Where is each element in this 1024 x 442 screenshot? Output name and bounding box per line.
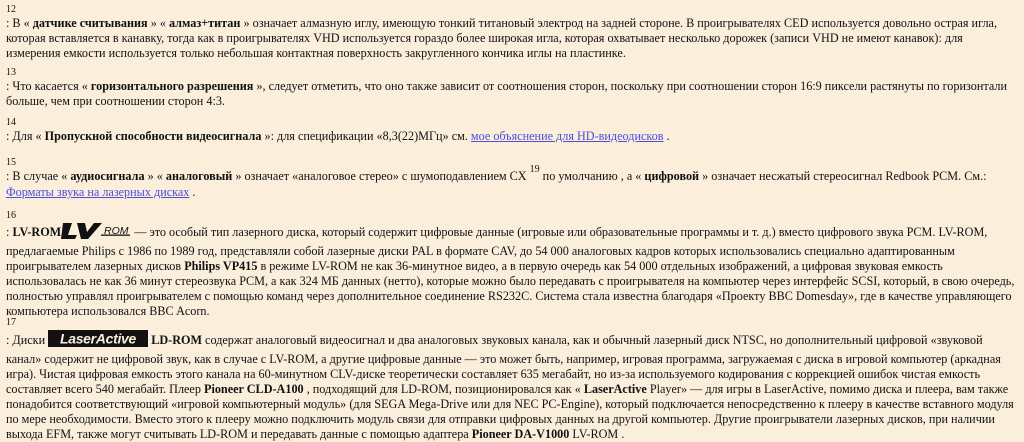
text-run: — это особый тип лазерного диска, который содержит цифровые данные (игровые или образовательные программы и т. д.) вместо цифрового звука PCM. LV-ROM, предлагаемые Philips с 1986 по 1989 год, представляли собой лазерные диски PAL в формате CAV, до 54 000 аналоговых кадров которых использовались специально адаптированным проигрывателем лазерных дисков — [6, 225, 988, 273]
footnote-text — [6, 79, 1018, 109]
lv-rom-logo — [61, 222, 131, 244]
footnote-17 — [6, 317, 1018, 442]
bold-term: Pioneer CLD-A100 — [204, 382, 304, 396]
text-run: : В случае « — [6, 169, 71, 183]
bold-term: LD-ROM — [151, 333, 202, 347]
svg-text:LaserActive: LaserActive — [60, 330, 137, 347]
text-run: . — [189, 185, 196, 199]
bold-term: датчике считывания — [32, 16, 148, 30]
footnote-text — [6, 222, 1018, 319]
footnote-15 — [6, 157, 1018, 200]
footnote-text — [6, 164, 1018, 200]
footnote-number: 14 — [6, 117, 16, 128]
text-run: : Для « — [6, 129, 45, 143]
footnote-text — [6, 129, 1018, 144]
text-run: » означает несжатый стереосигнал Redbook PCM. См.: — [699, 169, 987, 183]
footnote-number: 17 — [6, 317, 16, 328]
footnote-16 — [6, 210, 1018, 319]
text-run: », следует отметить, что оно также зависит от соотношения сторон, поскольку при соотношении сторон 16:9 пиксели растянуты по горизонтали больше, чем при соотношении сторон 4:3. — [6, 79, 1007, 108]
text-run: : Диски — [6, 333, 49, 347]
text-run: содержат аналоговый видеосигнал и два аналоговых звуковых канала, как и обычный лазерный диск NTSC, но дополнительный цифровой «звуковой канал» содержит не цифровой звук, как в случае с LV-ROM, а другие цифровые данные — это может быть, например, игровая программа, загружаемая с диска в игровой компьютер (аркадная игра). Чистая цифровая емкость этого канала на 60-минутном CLV-диске теоретически составляет 635 мегабайт, но из-за используемого кодирования с коррекцией ошибок чистая емкость составляет всего 540 мегабайт. Плеер — [6, 333, 1001, 396]
text-run: » « — [147, 16, 169, 30]
text-run: » « — [144, 169, 166, 183]
superscript-footnote-ref: 19 — [529, 164, 540, 175]
bold-term: LV-ROM — [12, 225, 62, 239]
bold-term: Philips VP415 — [184, 259, 258, 273]
text-run: »: для спецификации «8,3(22)МГц» см. — [261, 129, 471, 143]
reference-link[interactable]: мое объяснение для HD-видеодисков — [470, 129, 664, 143]
footnote-12 — [6, 4, 1018, 61]
reference-link[interactable]: Форматы звука на лазерных дисках — [6, 185, 190, 199]
footnote-text — [6, 16, 1018, 61]
laseractive-logo — [48, 329, 148, 352]
footnote-text — [6, 329, 1018, 442]
bold-term: Pioneer DA-V1000 — [471, 427, 570, 441]
bold-term: Пропускной способности видеосигнала — [44, 129, 262, 143]
text-run: » означает алмазную иглу, имеющую тонкий титановый электрод на задней стороне. В проигрывателях CED используется довольно острая игла, которая вставляется в канавку, тогда как в проигрывателях VHD используется гораздо более широкая игла, которая охватывает несколько дорожек (записи VHD не имеют канавок): для измерения емкости используется только небольшая контактная поверхность закругленного кончика иглы на пластинке. — [6, 16, 997, 60]
footnote-number: 15 — [6, 157, 16, 168]
bold-term: цифровой — [644, 169, 700, 183]
svg-text:ROM: ROM — [104, 225, 129, 237]
bold-term: аудиосигнала — [70, 169, 145, 183]
footnote-number: 13 — [6, 67, 16, 78]
text-run: в режиме LV-ROM не как 36-минутное видео, а в первую очередь как 54 000 отдельных изображений, а цифровая звуковая емкость использовалась не как 36 минут стереозвука PCM, а как 324 МБ данных (нетто), которые можно было передавать с проигрывателя на компьютер через интерфейс SCSI, который, в свою очередь, полностью управлял проигрывателем с помощью команд через дополнительное соединение RS232C. Система стала известна благодаря «Проекту BBC Domesday», где в качестве управляющего компьютера использовался BBC Acorn. — [6, 259, 1015, 318]
text-run: : Что касается « — [6, 79, 91, 93]
text-run: LV-ROM . — [569, 427, 625, 441]
text-run: , подходящий для LD-ROM, позиционировался как « — [303, 382, 584, 396]
text-run: : — [6, 225, 13, 239]
text-run: . — [663, 129, 670, 143]
text-run: по умолчанию , а « — [539, 169, 645, 183]
bold-term: алмаз+титан — [168, 16, 241, 30]
text-run: » означает «аналоговое стерео» с шумоподавлением CX — [232, 169, 530, 183]
bold-term: аналоговый — [165, 169, 233, 183]
text-run: Player» — для игры в LaserActive, помимо диска и плеера, вам также понадобится соответствующий «игровой компьютерный модуль» (для SEGA Mega-Drive или для NEC PC-Engine), который подключается непосредственно к плееру в качестве вставного модуля по мере необходимости. Вместо этого к плееру можно подключить модуль связи для отправки цифровых данных на другой компьютер. Другие проигрыватели лазерных дисков, при наличии выхода EFM, также могут считывать LD-ROM и передавать данные с помощью адаптера — [6, 382, 1014, 441]
bold-term: LaserActive — [583, 382, 647, 396]
footnote-number: 16 — [6, 210, 16, 221]
bold-term: горизонтального разрешения — [90, 79, 254, 93]
footnote-13 — [6, 67, 1018, 109]
text-run: : В « — [6, 16, 33, 30]
footnote-number: 12 — [6, 4, 16, 15]
footnote-14 — [6, 117, 1018, 144]
